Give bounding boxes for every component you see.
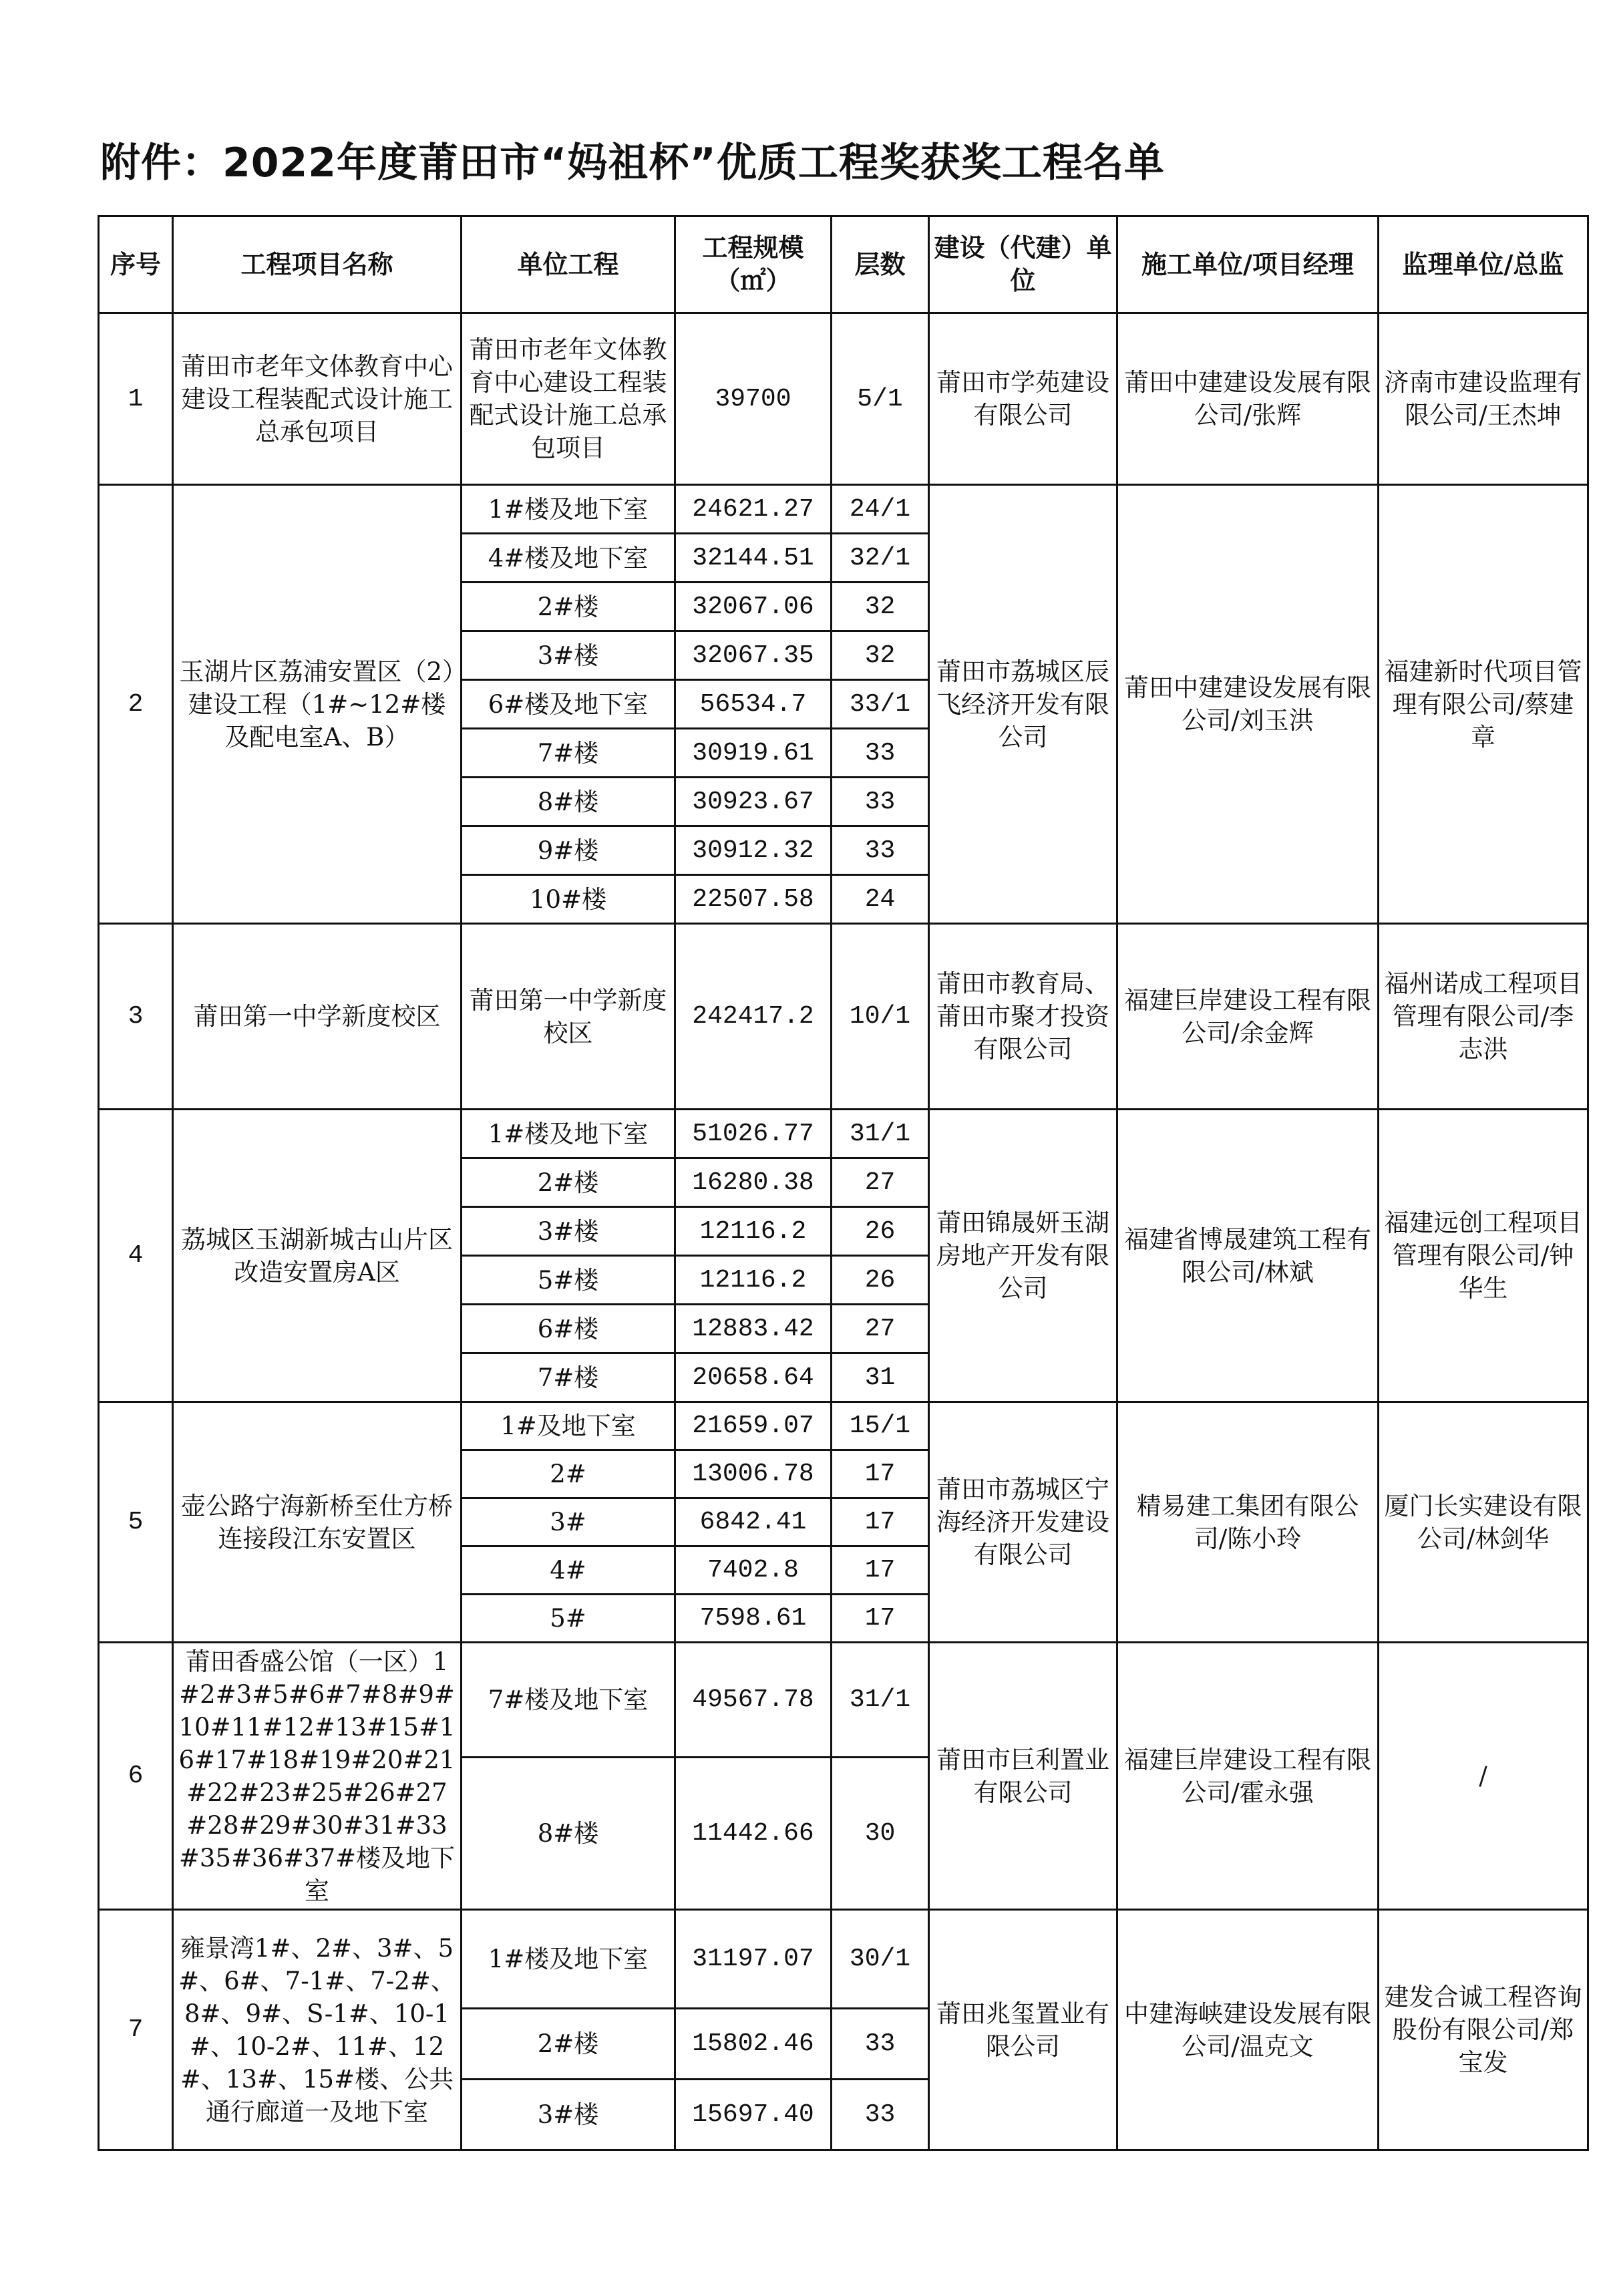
cell-floors: 32/1 (832, 534, 929, 583)
cell-floors: 17 (832, 1595, 929, 1643)
cell-floors: 27 (832, 1305, 929, 1353)
cell-unit-project: 2#楼 (462, 583, 675, 631)
cell-unit-project: 8#楼 (462, 778, 675, 826)
cell-floors: 17 (832, 1498, 929, 1546)
cell-supervisor: 福建远创工程项目管理有限公司/钟华生 (1379, 1110, 1588, 1402)
cell-scale: 6842.41 (675, 1498, 832, 1546)
cell-floors: 26 (832, 1256, 929, 1305)
cell-unit-project: 3#楼 (462, 631, 675, 680)
cell-floors: 32 (832, 631, 929, 680)
cell-floors: 17 (832, 1546, 929, 1595)
cell-scale: 32067.06 (675, 583, 832, 631)
cell-unit-project: 1#及地下室 (462, 1402, 675, 1450)
cell-scale: 30919.61 (675, 729, 832, 778)
cell-scale: 56534.7 (675, 680, 832, 729)
cell-floors: 33 (832, 2080, 929, 2150)
cell-floors: 5/1 (832, 313, 929, 485)
cell-project-name: 雍景湾1#、2#、3#、5#、6#、7-1#、7-2#、8#、9#、S-1#、10-1#、10-2#、11#、12#、13#、15#楼、公共通行廊道一及地下室 (173, 1910, 462, 2150)
cell-unit-project: 1#楼及地下室 (462, 1910, 675, 2009)
header-seq: 序号 (99, 216, 173, 313)
cell-scale: 13006.78 (675, 1450, 832, 1498)
cell-scale: 39700 (675, 313, 832, 485)
cell-scale: 12116.2 (675, 1207, 832, 1256)
cell-builder: 莆田市学苑建设有限公司 (929, 313, 1117, 485)
cell-scale: 30912.32 (675, 826, 832, 875)
table-row (99, 485, 1588, 534)
cell-builder: 莆田市荔城区辰飞经济开发有限公司 (929, 485, 1117, 924)
cell-scale: 21659.07 (675, 1402, 832, 1450)
cell-unit-project: 8#楼 (462, 1758, 675, 1910)
cell-scale: 31197.07 (675, 1910, 832, 2009)
cell-unit-project: 莆田第一中学新度校区 (462, 924, 675, 1110)
cell-scale: 32067.35 (675, 631, 832, 680)
cell-project-name: 壶公路宁海新桥至仕方桥连接段江东安置区 (173, 1402, 462, 1643)
cell-scale: 24621.27 (675, 485, 832, 534)
cell-scale: 15802.46 (675, 2009, 832, 2080)
cell-unit-project: 4#楼及地下室 (462, 534, 675, 583)
header-project-name: 工程项目名称 (173, 216, 462, 313)
cell-seq: 6 (99, 1643, 173, 1910)
cell-unit-project: 4# (462, 1546, 675, 1595)
cell-supervisor: 福建新时代项目管理有限公司/蔡建章 (1379, 485, 1588, 924)
header-unit-project: 单位工程 (462, 216, 675, 313)
table-row (99, 1402, 1588, 1450)
cell-unit-project: 1#楼及地下室 (462, 1110, 675, 1158)
cell-scale: 49567.78 (675, 1643, 832, 1758)
cell-supervisor: 济南市建设监理有限公司/王杰坤 (1379, 313, 1588, 485)
cell-scale: 15697.40 (675, 2080, 832, 2150)
cell-supervisor: 福州诺成工程项目管理有限公司/李志洪 (1379, 924, 1588, 1110)
cell-floors: 24 (832, 875, 929, 924)
table-row (99, 1910, 1588, 2009)
cell-scale: 22507.58 (675, 875, 832, 924)
cell-project-name: 玉湖片区荔浦安置区（2）建设工程（1#~12#楼及配电室A、B） (173, 485, 462, 924)
cell-unit-project: 5#楼 (462, 1256, 675, 1305)
cell-contractor: 福建巨岸建设工程有限公司/霍永强 (1117, 1643, 1379, 1910)
cell-floors: 33/1 (832, 680, 929, 729)
cell-unit-project: 7#楼 (462, 1353, 675, 1402)
cell-project-name: 荔城区玉湖新城古山片区改造安置房A区 (173, 1110, 462, 1402)
cell-floors: 26 (832, 1207, 929, 1256)
table-row (99, 924, 1588, 1110)
cell-floors: 33 (832, 826, 929, 875)
cell-floors: 33 (832, 778, 929, 826)
cell-builder: 莆田市教育局、莆田市聚才投资有限公司 (929, 924, 1117, 1110)
cell-project-name: 莆田香盛公馆（一区）1#2#3#5#6#7#8#9#10#11#12#13#15#16#17#18#19#20#21#22#23#25#26#27#28#29#30#31#33#35#36#37#楼及地下室 (173, 1643, 462, 1910)
cell-seq: 2 (99, 485, 173, 924)
cell-scale: 30923.67 (675, 778, 832, 826)
cell-project-name: 莆田市老年文体教育中心建设工程装配式设计施工总承包项目 (173, 313, 462, 485)
cell-floors: 31/1 (832, 1110, 929, 1158)
cell-unit-project: 莆田市老年文体教育中心建设工程装配式设计施工总承包项目 (462, 313, 675, 485)
cell-scale: 20658.64 (675, 1353, 832, 1402)
cell-supervisor: 厦门长实建设有限公司/林剑华 (1379, 1402, 1588, 1643)
cell-floors: 10/1 (832, 924, 929, 1110)
cell-scale: 12116.2 (675, 1256, 832, 1305)
cell-seq: 1 (99, 313, 173, 485)
cell-floors: 27 (832, 1158, 929, 1207)
header-supervisor: 监理单位/总监 (1379, 216, 1588, 313)
cell-contractor: 福建省博晟建筑工程有限公司/林斌 (1117, 1110, 1379, 1402)
cell-builder: 莆田市荔城区宁海经济开发建设有限公司 (929, 1402, 1117, 1643)
cell-floors: 32 (832, 583, 929, 631)
table-header-row (99, 216, 1588, 313)
cell-seq: 4 (99, 1110, 173, 1402)
cell-contractor: 莆田中建建设发展有限公司/张辉 (1117, 313, 1379, 485)
cell-unit-project: 5# (462, 1595, 675, 1643)
cell-floors: 17 (832, 1450, 929, 1498)
cell-project-name: 莆田第一中学新度校区 (173, 924, 462, 1110)
cell-unit-project: 7#楼 (462, 729, 675, 778)
table-row (99, 1110, 1588, 1158)
cell-scale: 32144.51 (675, 534, 832, 583)
cell-contractor: 莆田中建建设发展有限公司/刘玉洪 (1117, 485, 1379, 924)
cell-floors: 30/1 (832, 1910, 929, 2009)
cell-unit-project: 9#楼 (462, 826, 675, 875)
cell-unit-project: 7#楼及地下室 (462, 1643, 675, 1758)
cell-floors: 33 (832, 2009, 929, 2080)
cell-unit-project: 6#楼 (462, 1305, 675, 1353)
cell-floors: 24/1 (832, 485, 929, 534)
cell-builder: 莆田市巨利置业有限公司 (929, 1643, 1117, 1910)
header-scale: 工程规模（㎡） (675, 216, 832, 313)
cell-seq: 7 (99, 1910, 173, 2150)
cell-scale: 51026.77 (675, 1110, 832, 1158)
cell-unit-project: 3# (462, 1498, 675, 1546)
table-row (99, 313, 1588, 485)
cell-scale: 16280.38 (675, 1158, 832, 1207)
cell-unit-project: 6#楼及地下室 (462, 680, 675, 729)
cell-scale: 12883.42 (675, 1305, 832, 1353)
cell-seq: 3 (99, 924, 173, 1110)
cell-unit-project: 3#楼 (462, 1207, 675, 1256)
cell-seq: 5 (99, 1402, 173, 1643)
cell-scale: 11442.66 (675, 1758, 832, 1910)
cell-floors: 31/1 (832, 1643, 929, 1758)
cell-unit-project: 3#楼 (462, 2080, 675, 2150)
cell-contractor: 福建巨岸建设工程有限公司/余金辉 (1117, 924, 1379, 1110)
document-title: 附件：2022年度莆田市“妈祖杯”优质工程奖获奖工程名单 (100, 140, 1165, 186)
cell-supervisor: / (1379, 1643, 1588, 1910)
cell-floors: 30 (832, 1758, 929, 1910)
cell-unit-project: 2#楼 (462, 2009, 675, 2080)
header-builder: 建设（代建）单位 (929, 216, 1117, 313)
table-body (99, 313, 1588, 2150)
cell-supervisor: 建发合诚工程咨询股份有限公司/郑宝发 (1379, 1910, 1588, 2150)
award-list-table (98, 215, 1589, 2151)
cell-floors: 15/1 (832, 1402, 929, 1450)
cell-unit-project: 1#楼及地下室 (462, 485, 675, 534)
cell-scale: 7402.8 (675, 1546, 832, 1595)
cell-builder: 莆田锦晟妍玉湖房地产开发有限公司 (929, 1110, 1117, 1402)
cell-unit-project: 10#楼 (462, 875, 675, 924)
cell-floors: 33 (832, 729, 929, 778)
cell-contractor: 精易建工集团有限公司/陈小玲 (1117, 1402, 1379, 1643)
cell-builder: 莆田兆玺置业有限公司 (929, 1910, 1117, 2150)
cell-unit-project: 2#楼 (462, 1158, 675, 1207)
cell-floors: 31 (832, 1353, 929, 1402)
cell-scale: 7598.61 (675, 1595, 832, 1643)
header-floors: 层数 (832, 216, 929, 313)
header-contractor: 施工单位/项目经理 (1117, 216, 1379, 313)
cell-unit-project: 2# (462, 1450, 675, 1498)
cell-scale: 242417.2 (675, 924, 832, 1110)
cell-contractor: 中建海峡建设发展有限公司/温克文 (1117, 1910, 1379, 2150)
table-row (99, 1643, 1588, 1758)
